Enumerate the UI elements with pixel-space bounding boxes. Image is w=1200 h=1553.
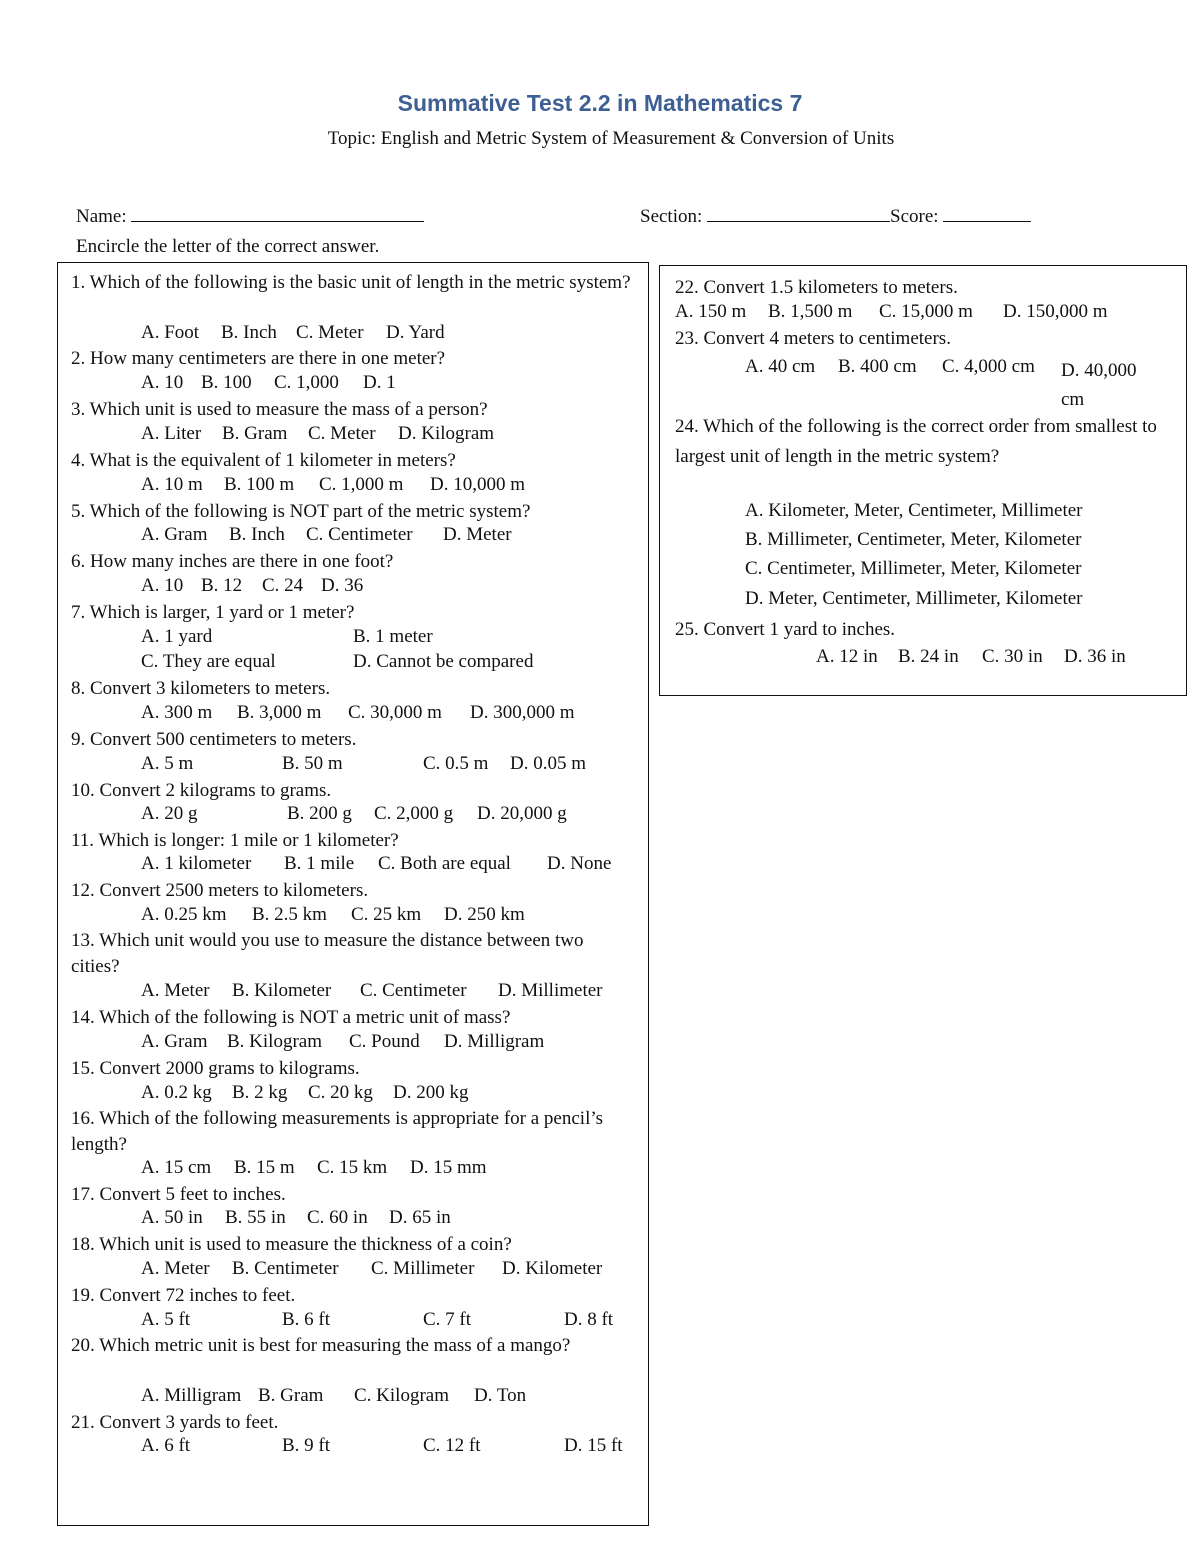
option-12c[interactable]: C. 25 km <box>351 904 422 925</box>
option-21d[interactable]: D. 15 ft <box>564 1435 623 1456</box>
option-23d[interactable]: D. 40,000 cm <box>1061 360 1137 410</box>
option-9c[interactable]: C. 0.5 m <box>423 753 489 774</box>
option-23c[interactable]: C. 4,000 cm <box>942 356 1035 377</box>
option-12a[interactable]: A. 0.25 km <box>141 904 227 925</box>
option-15a[interactable]: A. 0.2 kg <box>141 1082 212 1103</box>
option-1b[interactable]: B. Inch <box>221 322 277 343</box>
question-14: 14. Which of the following is NOT a metric unit of mass? <box>71 1007 511 1028</box>
question-8: 8. Convert 3 kilometers to meters. <box>71 678 331 699</box>
option-13c[interactable]: C. Centimeter <box>360 980 467 1001</box>
option-16d[interactable]: D. 15 mm <box>410 1157 487 1178</box>
option-4a[interactable]: A. 10 m <box>141 474 203 495</box>
question-12: 12. Convert 2500 meters to kilometers. <box>71 880 369 901</box>
option-25c[interactable]: C. 30 in <box>982 646 1043 667</box>
question-18: 18. Which unit is used to measure the thickness of a coin? <box>71 1234 512 1255</box>
question-1: 1. Which of the following is the basic unit of length in the metric system? <box>71 272 631 293</box>
option-8b[interactable]: B. 3,000 m <box>237 702 322 723</box>
option-22c[interactable]: C. 15,000 m <box>879 301 973 322</box>
option-20a[interactable]: A. Milligram <box>141 1385 242 1406</box>
option-7b[interactable]: B. 1 meter <box>353 626 433 647</box>
option-8c[interactable]: C. 30,000 m <box>348 702 442 723</box>
option-9a[interactable]: A. 5 m <box>141 753 194 774</box>
option-17a[interactable]: A. 50 in <box>141 1207 203 1228</box>
option-8a[interactable]: A. 300 m <box>141 702 213 723</box>
option-16b[interactable]: B. 15 m <box>234 1157 295 1178</box>
option-5b[interactable]: B. Inch <box>229 524 285 545</box>
question-10: 10. Convert 2 kilograms to grams. <box>71 780 332 801</box>
option-19a[interactable]: A. 5 ft <box>141 1309 191 1330</box>
name-blank[interactable] <box>131 207 424 222</box>
option-6d[interactable]: D. 36 <box>321 575 364 596</box>
section-field <box>640 206 1031 228</box>
option-23a[interactable]: A. 40 cm <box>745 356 816 377</box>
option-22d[interactable]: D. 150,000 m <box>1003 301 1108 322</box>
question-22: 22. Convert 1.5 kilometers to meters. <box>675 277 958 298</box>
option-21a[interactable]: A. 6 ft <box>141 1435 191 1456</box>
option-15c[interactable]: C. 20 kg <box>308 1082 373 1103</box>
option-2c[interactable]: C. 1,000 <box>274 372 339 393</box>
option-6b[interactable]: B. 12 <box>201 575 243 596</box>
option-4d[interactable]: D. 10,000 m <box>430 474 525 495</box>
option-3d[interactable]: D. Kilogram <box>398 423 495 444</box>
option-11d[interactable]: D. None <box>547 853 612 874</box>
option-24d[interactable]: D. Meter, Centimeter, Millimeter, Kilometer <box>745 588 1083 609</box>
option-7d[interactable]: D. Cannot be compared <box>353 651 534 672</box>
question-11: 11. Which is longer: 1 mile or 1 kilometer? <box>71 830 399 851</box>
option-8d[interactable]: D. 300,000 m <box>470 702 575 723</box>
question-16: 16. Which of the following measurements is appropriate for a pencil’s length? <box>71 1108 604 1155</box>
option-20b[interactable]: B. Gram <box>258 1385 324 1406</box>
option-21b[interactable]: B. 9 ft <box>282 1435 331 1456</box>
option-11c[interactable]: C. Both are equal <box>378 853 511 874</box>
option-3a[interactable]: A. Liter <box>141 423 202 444</box>
option-4b[interactable]: B. 100 m <box>224 474 295 495</box>
option-24a[interactable]: A. Kilometer, Meter, Centimeter, Millimeter <box>745 500 1083 521</box>
option-1a[interactable]: A. Foot <box>141 322 200 343</box>
option-22a[interactable]: A. 150 m <box>675 301 747 322</box>
section-blank[interactable] <box>707 207 890 222</box>
instructions: Encircle the letter of the correct answer. <box>76 236 380 257</box>
option-7a[interactable]: A. 1 yard <box>141 626 213 647</box>
option-25a[interactable]: A. 12 in <box>816 646 878 667</box>
option-3b[interactable]: B. Gram <box>222 423 288 444</box>
score-blank[interactable] <box>943 207 1031 222</box>
question-13: 13. Which unit would you use to measure the distance between two cities? <box>71 930 584 977</box>
question-3: 3. Which unit is used to measure the mass of a person? <box>71 399 488 420</box>
question-2: 2. How many centimeters are there in one meter? <box>71 348 446 369</box>
option-18b[interactable]: B. Centimeter <box>232 1258 339 1279</box>
option-19c[interactable]: C. 7 ft <box>423 1309 472 1330</box>
option-24b[interactable]: B. Millimeter, Centimeter, Meter, Kilometer <box>745 529 1082 550</box>
option-10d[interactable]: D. 20,000 g <box>477 803 567 824</box>
option-18c[interactable]: C. Millimeter <box>371 1258 475 1279</box>
question-23: 23. Convert 4 meters to centimeters. <box>675 328 951 349</box>
option-25d[interactable]: D. 36 in <box>1064 646 1126 667</box>
name-field <box>76 206 424 228</box>
option-19d[interactable]: D. 8 ft <box>564 1309 614 1330</box>
option-17b[interactable]: B. 55 in <box>225 1207 286 1228</box>
question-15: 15. Convert 2000 grams to kilograms. <box>71 1058 360 1079</box>
option-4c[interactable]: C. 1,000 m <box>319 474 404 495</box>
option-20c[interactable]: C. Kilogram <box>354 1385 449 1406</box>
question-17: 17. Convert 5 feet to inches. <box>71 1184 286 1205</box>
option-16a[interactable]: A. 15 cm <box>141 1157 212 1178</box>
option-19b[interactable]: B. 6 ft <box>282 1309 331 1330</box>
page-title: Summative Test 2.2 in Mathematics 7 <box>397 90 803 116</box>
option-12b[interactable]: B. 2.5 km <box>252 904 327 925</box>
option-2a[interactable]: A. 10 <box>141 372 184 393</box>
option-13b[interactable]: B. Kilometer <box>232 980 332 1001</box>
option-23b[interactable]: B. 400 cm <box>838 356 917 377</box>
option-5c[interactable]: C. Centimeter <box>306 524 413 545</box>
section-label: Section: <box>640 206 703 227</box>
option-15d[interactable]: D. 200 kg <box>393 1082 469 1103</box>
question-7: 7. Which is larger, 1 yard or 1 meter? <box>71 602 355 623</box>
option-14c[interactable]: C. Pound <box>349 1031 420 1052</box>
option-10b[interactable]: B. 200 g <box>287 803 352 824</box>
option-13d[interactable]: D. Millimeter <box>498 980 603 1001</box>
option-7c[interactable]: C. They are equal <box>141 651 276 672</box>
option-12d[interactable]: D. 250 km <box>444 904 525 925</box>
option-24c[interactable]: C. Centimeter, Millimeter, Meter, Kilometer <box>745 558 1082 579</box>
option-5a[interactable]: A. Gram <box>141 524 208 545</box>
topic-subtitle: Topic: English and Metric System of Measurement & Conversion of Units <box>327 128 895 149</box>
question-4: 4. What is the equivalent of 1 kilometer in meters? <box>71 450 456 471</box>
option-15b[interactable]: B. 2 kg <box>232 1082 288 1103</box>
name-label: Name: <box>76 206 127 227</box>
question-9: 9. Convert 500 centimeters to meters. <box>71 729 357 750</box>
option-2d[interactable]: D. 1 <box>363 372 396 393</box>
question-24: 24. Which of the following is the correct order from smallest to largest unit of length in the metric system? <box>675 416 1157 467</box>
option-17c[interactable]: C. 60 in <box>307 1207 368 1228</box>
option-11b[interactable]: B. 1 mile <box>284 853 355 874</box>
option-6c[interactable]: C. 24 <box>262 575 304 596</box>
question-5: 5. Which of the following is NOT part of the metric system? <box>71 501 531 522</box>
score-label: Score: <box>890 206 939 227</box>
question-6: 6. How many inches are there in one foot? <box>71 551 394 572</box>
question-20: 20. Which metric unit is best for measuring the mass of a mango? <box>71 1335 571 1356</box>
option-20d[interactable]: D. Ton <box>474 1385 527 1406</box>
option-11a[interactable]: A. 1 kilometer <box>141 853 252 874</box>
option-9d[interactable]: D. 0.05 m <box>510 753 586 774</box>
option-16c[interactable]: C. 15 km <box>317 1157 388 1178</box>
option-3c[interactable]: C. Meter <box>308 423 376 444</box>
option-1d[interactable]: D. Yard <box>386 322 445 343</box>
question-25: 25. Convert 1 yard to inches. <box>675 619 896 640</box>
option-10c[interactable]: C. 2,000 g <box>374 803 454 824</box>
option-1c[interactable]: C. Meter <box>296 322 364 343</box>
option-2b[interactable]: B. 100 <box>201 372 252 393</box>
option-10a[interactable]: A. 20 g <box>141 803 198 824</box>
option-17d[interactable]: D. 65 in <box>389 1207 451 1228</box>
question-19: 19. Convert 72 inches to feet. <box>71 1285 296 1306</box>
option-14b[interactable]: B. Kilogram <box>227 1031 322 1052</box>
option-5d[interactable]: D. Meter <box>443 524 512 545</box>
question-21: 21. Convert 3 yards to feet. <box>71 1412 279 1433</box>
option-18d[interactable]: D. Kilometer <box>502 1258 603 1279</box>
option-14d[interactable]: D. Milligram <box>444 1031 545 1052</box>
option-6a[interactable]: A. 10 <box>141 575 184 596</box>
option-18a[interactable]: A. Meter <box>141 1258 210 1279</box>
option-22b[interactable]: B. 1,500 m <box>768 301 853 322</box>
option-13a[interactable]: A. Meter <box>141 980 210 1001</box>
option-9b[interactable]: B. 50 m <box>282 753 343 774</box>
option-14a[interactable]: A. Gram <box>141 1031 208 1052</box>
option-21c[interactable]: C. 12 ft <box>423 1435 481 1456</box>
option-25b[interactable]: B. 24 in <box>898 646 959 667</box>
